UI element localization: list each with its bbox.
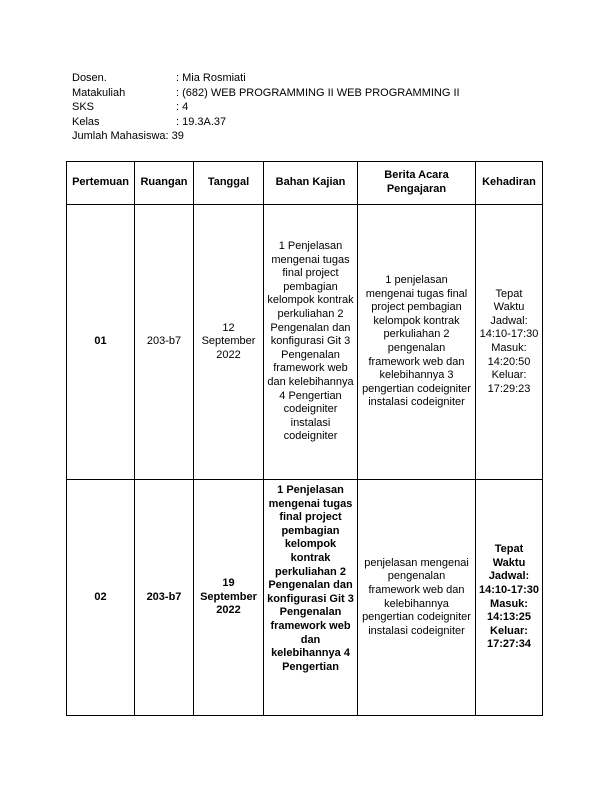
cell-berita-acara: 1 penjelasan mengenai tugas final project pembagian kelompok kontrak perkuliahan 2 pengenalan framework web dan kelebihannya 3 pengertian codeigniter instalasi codeigniter — [358, 205, 476, 480]
cell-tanggal: 19 September 2022 — [194, 480, 264, 716]
info-value: : 19.3A.37 — [176, 115, 227, 128]
header-ruangan: Ruangan — [135, 162, 194, 205]
info-label: Kelas — [72, 115, 100, 128]
header-tanggal: Tanggal — [194, 162, 264, 205]
cell-pertemuan: 01 — [67, 205, 135, 480]
cell-kehadiran: Tepat Waktu Jadwal: 14:10-17:30 Masuk: 14:13:25 Keluar: 17:27:34 — [476, 480, 543, 716]
cell-ruangan: 203-b7 — [135, 480, 194, 716]
info-row-kelas — [72, 115, 460, 130]
table-row — [67, 480, 543, 716]
header-berita-acara: Berita Acara Pengajaran — [358, 162, 476, 205]
cell-ruangan: 203-b7 — [135, 205, 194, 480]
cell-pertemuan: 02 — [67, 480, 135, 716]
info-row-matakuliah — [72, 86, 460, 101]
cell-bahan-kajian: 1 Penjelasan mengenai tugas final project pembagian kelompok kontrak perkuliahan 2 Pengenalan dan konfigurasi Git 3 Pengenalan framework web dan kelebihannya 4 Pengertian codeigniter instalasi codeigniter — [264, 205, 358, 480]
header-pertemuan: Pertemuan — [67, 162, 135, 205]
table-header-row — [67, 162, 543, 205]
cell-tanggal: 12 September 2022 — [194, 205, 264, 480]
header-kehadiran: Kehadiran — [476, 162, 543, 205]
info-row-dosen — [72, 71, 460, 86]
table-row — [67, 205, 543, 480]
cell-berita-acara: penjelasan mengenai pengenalan framework web dan kelebihannya pengertian codeigniter instalasi codeigniter — [358, 480, 476, 716]
info-row-jumlah-mahasiswa — [72, 129, 460, 144]
info-value: : 39 — [165, 130, 184, 143]
info-label: SKS — [72, 101, 95, 114]
info-label: Dosen. — [72, 72, 107, 84]
cell-bahan-kajian: 1 Penjelasan mengenai tugas final project pembagian kelompok kontrak perkuliahan 2 Pengenalan dan konfigurasi Git 3 Pengenalan framework web dan kelebihannya 4 Pengertian — [264, 480, 358, 716]
info-value: : Mia Rosmiati — [176, 72, 246, 84]
cell-kehadiran: Tepat Waktu Jadwal: 14:10-17:30 Masuk: 14:20:50 Keluar: 17:29:23 — [476, 205, 543, 480]
info-value: : 4 — [176, 101, 189, 114]
info-label: Matakuliah — [72, 86, 126, 99]
header-bahan-kajian: Bahan Kajian — [264, 162, 358, 205]
course-info — [72, 71, 460, 144]
info-label: Jumlah Mahasiswa — [72, 130, 166, 143]
info-value: : (682) WEB PROGRAMMING II WEB PROGRAMMING II — [176, 86, 460, 99]
attendance-table — [66, 161, 543, 716]
info-row-sks — [72, 100, 460, 115]
